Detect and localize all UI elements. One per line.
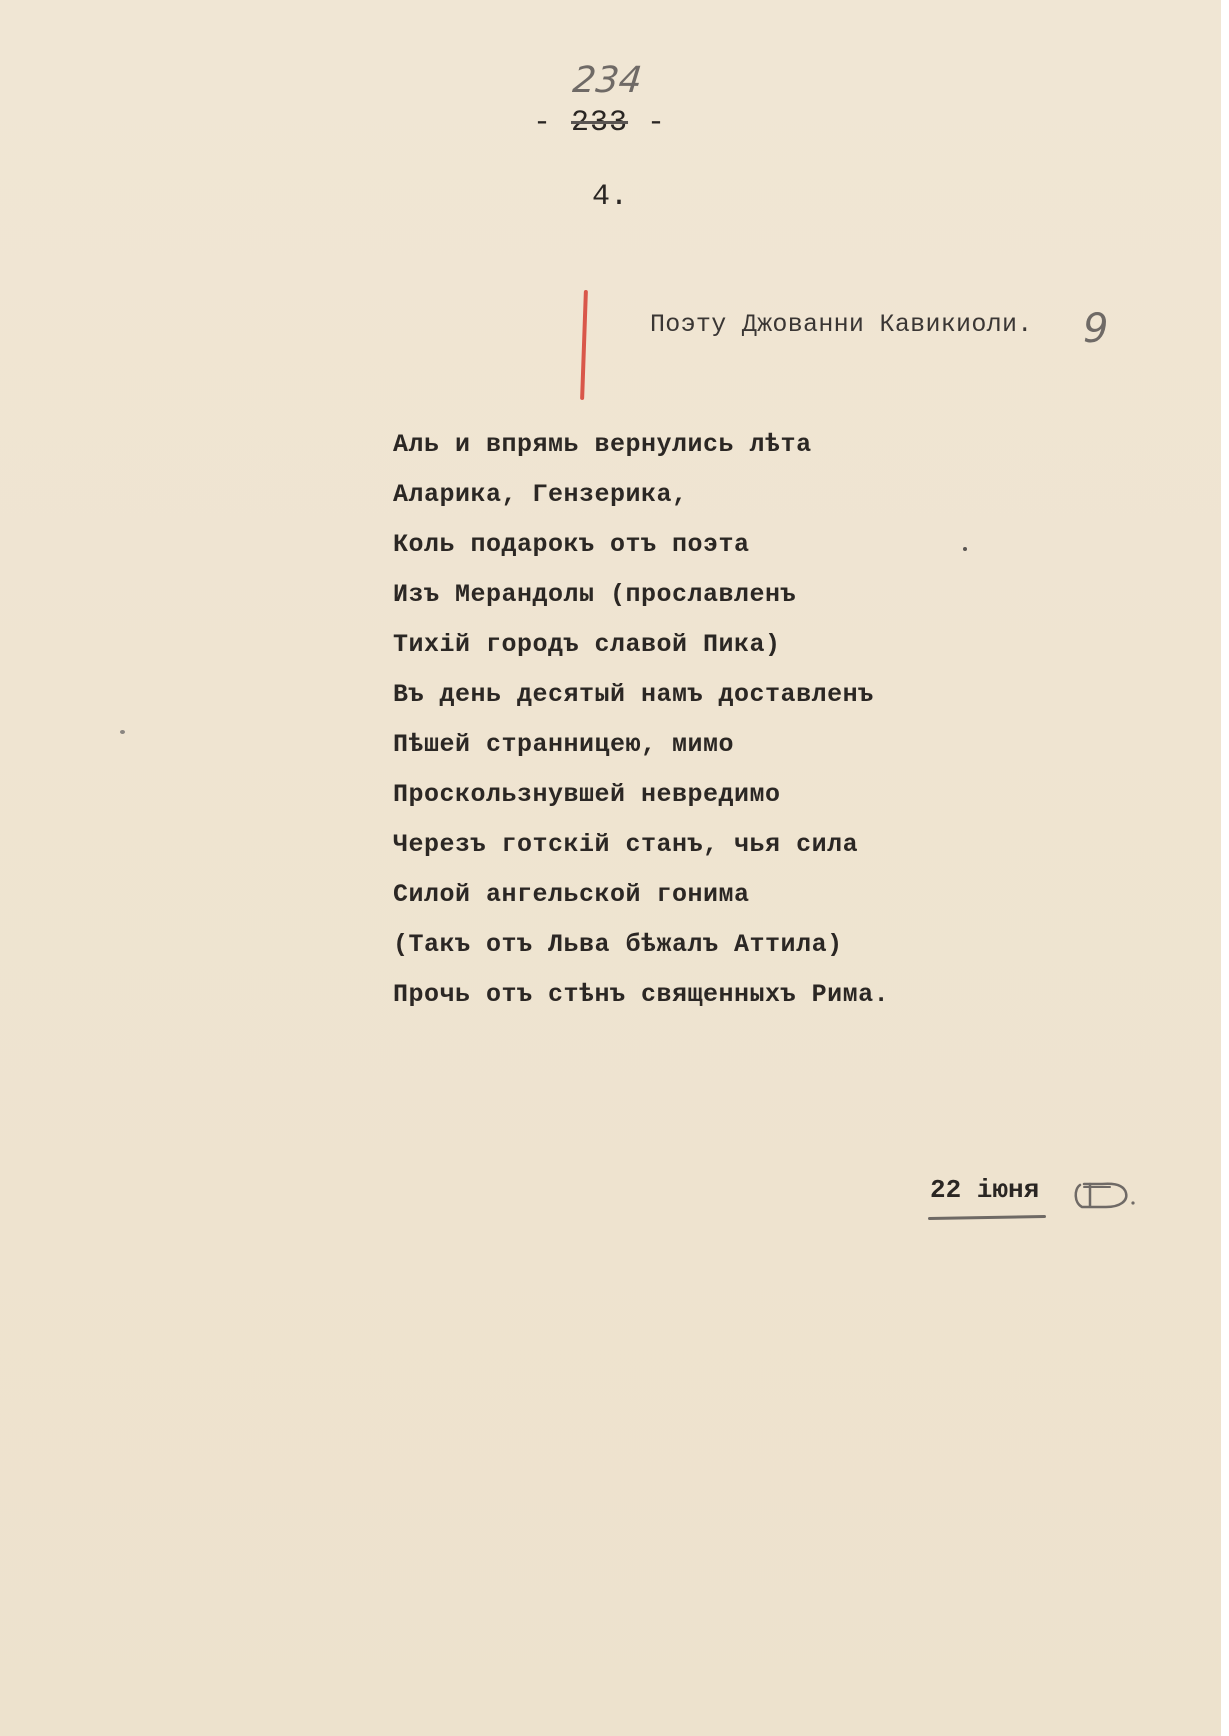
poem-line: Тихій городъ славой Пика) (393, 630, 781, 659)
pencil-annotation: 9 (1083, 306, 1109, 352)
poem-line: Пѣшей странницею, мимо (393, 730, 735, 759)
poem-section-number: 4. (592, 180, 629, 214)
signature-initials (1070, 1175, 1138, 1213)
page-number-value: 233 (571, 106, 629, 140)
scan-edge (1221, 0, 1229, 1736)
poem-date: 22 іюня (930, 1175, 1040, 1205)
poem-line: Силой ангельской гонима (393, 880, 750, 909)
poem-line: Въ день десятый намъ доставленъ (393, 680, 874, 709)
ink-dot (963, 547, 967, 551)
date-underline (928, 1215, 1046, 1220)
page-number-suffix: - (628, 106, 667, 140)
poem-line: Аль и впрямь вернулись лѣта (393, 430, 812, 459)
poem-line: (Такъ отъ Льва бѣжалъ Аттила) (393, 930, 843, 959)
poem-line: Изъ Мерандолы (прославленъ (393, 580, 797, 609)
poem-line: Черезъ готскій станъ, чья сила (393, 830, 859, 859)
typed-page-number (533, 106, 666, 140)
poem-line: Прочь отъ стѣнъ священныхъ Рима. (393, 980, 890, 1009)
archive-folio-number: 234 (570, 60, 644, 101)
poem-line: Проскользнувшей невредимо (393, 780, 781, 809)
paper-speck (120, 730, 125, 734)
poem-dedication: Поэту Джованни Кавикиоли. (650, 310, 1033, 339)
poem-body (393, 425, 889, 1025)
red-crayon-mark (580, 290, 588, 400)
poem-line: Коль подарокъ отъ поэта (393, 530, 750, 559)
poem-line: Аларика, Гензерика, (393, 480, 688, 509)
page-number-prefix: - (533, 106, 572, 140)
